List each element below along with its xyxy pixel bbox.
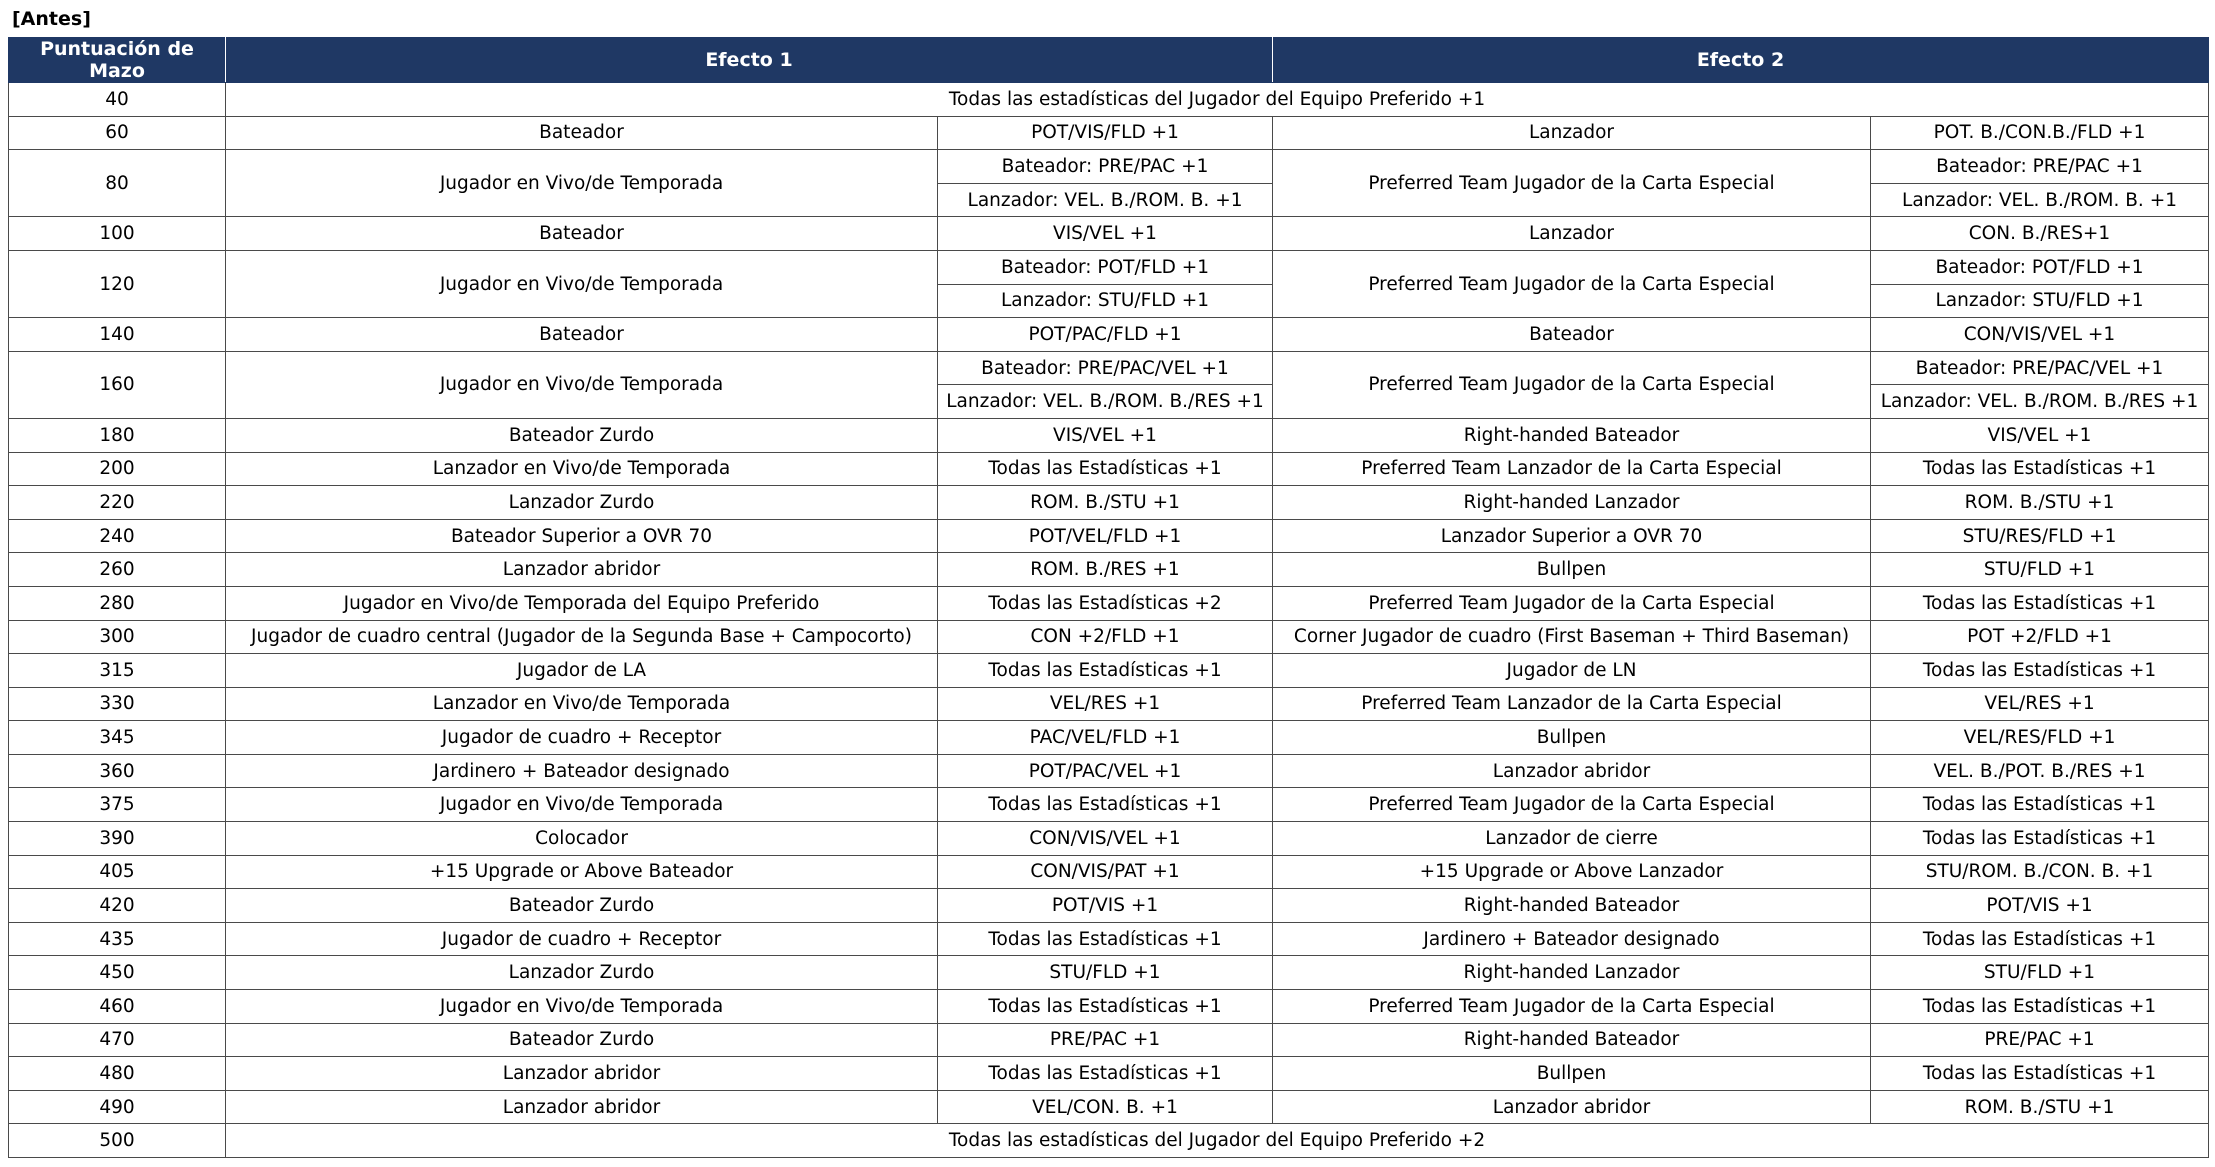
- effect-2-target-cell: Bullpen: [1273, 721, 1871, 755]
- effect-2-stats-cell: ROM. B./STU +1: [1871, 486, 2209, 520]
- effect-2-stats-cell: Todas las Estadísticas +1: [1871, 452, 2209, 486]
- deck-score-cell: 260: [9, 553, 226, 587]
- effect-1-target-cell: Jardinero + Bateador designado: [226, 754, 938, 788]
- table-row: [9, 1124, 2209, 1158]
- deck-score-cell: 375: [9, 788, 226, 822]
- effect-1-target-cell: Jugador de LA: [226, 654, 938, 688]
- deck-score-cell: 220: [9, 486, 226, 520]
- effect-1-target-cell: Jugador en Vivo/de Temporada: [226, 351, 938, 418]
- effect-1-stats-cell: VEL/CON. B. +1: [938, 1090, 1273, 1124]
- table-row: [9, 754, 2209, 788]
- deck-score-cell: 500: [9, 1124, 226, 1158]
- effect-2-stats-cell: Todas las Estadísticas +1: [1871, 788, 2209, 822]
- deck-score-cell: 280: [9, 586, 226, 620]
- effect-1-stats-cell: STU/FLD +1: [938, 956, 1273, 990]
- effect-2-target-cell: +15 Upgrade or Above Lanzador: [1273, 855, 1871, 889]
- deck-score-cell: 490: [9, 1090, 226, 1124]
- effect-1-stats-cell: CON +2/FLD +1: [938, 620, 1273, 654]
- effect-1-stats-cell: CON/VIS/VEL +1: [938, 822, 1273, 856]
- effect-2-target-cell: Lanzador abridor: [1273, 754, 1871, 788]
- effect-2-target-cell: Preferred Team Jugador de la Carta Especial: [1273, 150, 1871, 217]
- effect-1-stats-cell: Todas las Estadísticas +1: [938, 990, 1273, 1024]
- effect-2-stats-cell: Todas las Estadísticas +1: [1871, 1057, 2209, 1091]
- effect-2-stats-cell: Bateador: PRE/PAC/VEL +1: [1871, 351, 2209, 385]
- deck-score-cell: 40: [9, 83, 226, 117]
- effect-2-stats-cell: PRE/PAC +1: [1871, 1023, 2209, 1057]
- effect-2-stats-cell: VEL/RES +1: [1871, 687, 2209, 721]
- effect-2-stats-cell: Bateador: PRE/PAC +1: [1871, 150, 2209, 184]
- effect-2-target-cell: Jugador de LN: [1273, 654, 1871, 688]
- effect-1-stats-cell: VIS/VEL +1: [938, 418, 1273, 452]
- table-row: [9, 418, 2209, 452]
- effect-2-stats-cell: Lanzador: VEL. B./ROM. B. +1: [1871, 183, 2209, 217]
- table-row: [9, 486, 2209, 520]
- effect-2-target-cell: Right-handed Bateador: [1273, 889, 1871, 923]
- effect-1-target-cell: Lanzador abridor: [226, 553, 938, 587]
- effect-2-target-cell: Preferred Team Lanzador de la Carta Especial: [1273, 452, 1871, 486]
- deck-score-cell: 450: [9, 956, 226, 990]
- table-row: [9, 687, 2209, 721]
- effect-1-target-cell: Bateador Zurdo: [226, 418, 938, 452]
- deck-score-cell: 80: [9, 150, 226, 217]
- effect-2-target-cell: Bateador: [1273, 318, 1871, 352]
- effect-1-target-cell: Jugador de cuadro + Receptor: [226, 922, 938, 956]
- effect-2-stats-cell: ROM. B./STU +1: [1871, 1090, 2209, 1124]
- effect-1-stats-cell: PAC/VEL/FLD +1: [938, 721, 1273, 755]
- effect-1-stats-cell: Todas las Estadísticas +2: [938, 586, 1273, 620]
- effect-1-target-cell: Jugador en Vivo/de Temporada: [226, 990, 938, 1024]
- effect-1-stats-cell: Todas las Estadísticas +1: [938, 922, 1273, 956]
- table-row: [9, 788, 2209, 822]
- effect-1-target-cell: Jugador de cuadro central (Jugador de la Segunda Base + Campocorto): [226, 620, 938, 654]
- effect-1-stats-cell: Lanzador: VEL. B./ROM. B./RES +1: [938, 385, 1273, 419]
- effect-1-stats-cell: CON/VIS/PAT +1: [938, 855, 1273, 889]
- effect-2-stats-cell: Lanzador: VEL. B./ROM. B./RES +1: [1871, 385, 2209, 419]
- effect-2-stats-cell: STU/FLD +1: [1871, 956, 2209, 990]
- table-body: [9, 83, 2209, 1158]
- effect-1-target-cell: Jugador en Vivo/de Temporada: [226, 150, 938, 217]
- effect-1-stats-cell: POT/VIS +1: [938, 889, 1273, 923]
- effect-2-stats-cell: VEL. B./POT. B./RES +1: [1871, 754, 2209, 788]
- effect-2-target-cell: Bullpen: [1273, 1057, 1871, 1091]
- deck-score-cell: 460: [9, 990, 226, 1024]
- deck-score-cell: 420: [9, 889, 226, 923]
- deck-score-cell: 470: [9, 1023, 226, 1057]
- effect-2-stats-cell: POT +2/FLD +1: [1871, 620, 2209, 654]
- effect-1-stats-cell: POT/VIS/FLD +1: [938, 116, 1273, 150]
- deck-score-cell: 200: [9, 452, 226, 486]
- full-width-effect-cell: Todas las estadísticas del Jugador del Equipo Preferido +2: [226, 1124, 2209, 1158]
- table-row: [9, 855, 2209, 889]
- deck-score-cell: 360: [9, 754, 226, 788]
- effect-2-stats-cell: Todas las Estadísticas +1: [1871, 654, 2209, 688]
- table-row: [9, 654, 2209, 688]
- effect-2-stats-cell: CON. B./RES+1: [1871, 217, 2209, 251]
- effect-2-target-cell: Preferred Team Jugador de la Carta Especial: [1273, 788, 1871, 822]
- effect-2-stats-cell: Todas las Estadísticas +1: [1871, 922, 2209, 956]
- header-effect-2: Efecto 2: [1273, 38, 2209, 83]
- effect-1-stats-cell: ROM. B./STU +1: [938, 486, 1273, 520]
- effect-1-target-cell: Bateador: [226, 116, 938, 150]
- table-row: [9, 318, 2209, 352]
- table-row: [9, 1023, 2209, 1057]
- deck-score-cell: 100: [9, 217, 226, 251]
- deck-score-cell: 160: [9, 351, 226, 418]
- table-row: [9, 116, 2209, 150]
- effect-1-target-cell: Bateador Zurdo: [226, 889, 938, 923]
- table-row: [9, 822, 2209, 856]
- effect-2-stats-cell: STU/RES/FLD +1: [1871, 519, 2209, 553]
- effect-2-target-cell: Preferred Team Jugador de la Carta Especial: [1273, 351, 1871, 418]
- table-row: [9, 1090, 2209, 1124]
- effect-1-target-cell: Jugador de cuadro + Receptor: [226, 721, 938, 755]
- effect-2-target-cell: Right-handed Lanzador: [1273, 486, 1871, 520]
- deck-score-cell: 300: [9, 620, 226, 654]
- effect-1-stats-cell: Todas las Estadísticas +1: [938, 788, 1273, 822]
- effect-1-stats-cell: VEL/RES +1: [938, 687, 1273, 721]
- effect-2-target-cell: Lanzador abridor: [1273, 1090, 1871, 1124]
- effect-1-stats-cell: PRE/PAC +1: [938, 1023, 1273, 1057]
- effect-1-target-cell: Bateador Superior a OVR 70: [226, 519, 938, 553]
- effect-2-target-cell: Jardinero + Bateador designado: [1273, 922, 1871, 956]
- effect-1-target-cell: Bateador Zurdo: [226, 1023, 938, 1057]
- effect-1-target-cell: Bateador: [226, 217, 938, 251]
- effect-2-target-cell: Corner Jugador de cuadro (First Baseman + Third Baseman): [1273, 620, 1871, 654]
- effect-1-stats-cell: ROM. B./RES +1: [938, 553, 1273, 587]
- deck-score-cell: 120: [9, 250, 226, 317]
- effect-1-stats-cell: VIS/VEL +1: [938, 217, 1273, 251]
- deck-score-cell: 405: [9, 855, 226, 889]
- effect-1-target-cell: Jugador en Vivo/de Temporada: [226, 250, 938, 317]
- deck-score-cell: 180: [9, 418, 226, 452]
- effect-2-target-cell: Preferred Team Jugador de la Carta Especial: [1273, 250, 1871, 317]
- table-row: [9, 586, 2209, 620]
- table-header-row: [9, 38, 2209, 83]
- effect-2-target-cell: Bullpen: [1273, 553, 1871, 587]
- deck-score-cell: 480: [9, 1057, 226, 1091]
- table-row: [9, 217, 2209, 251]
- deck-score-cell: 315: [9, 654, 226, 688]
- effect-2-stats-cell: Bateador: POT/FLD +1: [1871, 250, 2209, 284]
- effect-2-target-cell: Right-handed Lanzador: [1273, 956, 1871, 990]
- effect-2-stats-cell: Todas las Estadísticas +1: [1871, 822, 2209, 856]
- effect-1-target-cell: Lanzador abridor: [226, 1057, 938, 1091]
- header-deck-score: Puntuación de Mazo: [9, 38, 226, 83]
- effect-2-target-cell: Lanzador Superior a OVR 70: [1273, 519, 1871, 553]
- table-row: [9, 1057, 2209, 1091]
- header-effect-1: Efecto 1: [226, 38, 1273, 83]
- table-row: [9, 351, 2209, 385]
- effect-2-target-cell: Lanzador: [1273, 217, 1871, 251]
- effect-1-stats-cell: Bateador: PRE/PAC/VEL +1: [938, 351, 1273, 385]
- table-row: [9, 553, 2209, 587]
- effect-2-target-cell: Preferred Team Jugador de la Carta Especial: [1273, 990, 1871, 1024]
- effect-1-stats-cell: Lanzador: STU/FLD +1: [938, 284, 1273, 318]
- effect-1-stats-cell: Todas las Estadísticas +1: [938, 1057, 1273, 1091]
- effect-1-target-cell: Lanzador Zurdo: [226, 486, 938, 520]
- effect-1-stats-cell: Todas las Estadísticas +1: [938, 654, 1273, 688]
- effect-1-stats-cell: POT/PAC/FLD +1: [938, 318, 1273, 352]
- effect-1-stats-cell: POT/VEL/FLD +1: [938, 519, 1273, 553]
- effect-1-target-cell: Lanzador en Vivo/de Temporada: [226, 452, 938, 486]
- effect-2-target-cell: Lanzador: [1273, 116, 1871, 150]
- effect-1-stats-cell: POT/PAC/VEL +1: [938, 754, 1273, 788]
- effect-1-stats-cell: Lanzador: VEL. B./ROM. B. +1: [938, 183, 1273, 217]
- effect-1-stats-cell: Todas las Estadísticas +1: [938, 452, 1273, 486]
- effect-2-target-cell: Preferred Team Jugador de la Carta Especial: [1273, 586, 1871, 620]
- effect-2-target-cell: Lanzador de cierre: [1273, 822, 1871, 856]
- effect-2-stats-cell: Todas las Estadísticas +1: [1871, 990, 2209, 1024]
- effect-2-stats-cell: VIS/VEL +1: [1871, 418, 2209, 452]
- effect-2-target-cell: Right-handed Bateador: [1273, 1023, 1871, 1057]
- effect-2-stats-cell: CON/VIS/VEL +1: [1871, 318, 2209, 352]
- effect-2-stats-cell: Todas las Estadísticas +1: [1871, 586, 2209, 620]
- deck-score-cell: 60: [9, 116, 226, 150]
- table-row: [9, 519, 2209, 553]
- table-row: [9, 990, 2209, 1024]
- deck-score-table: [8, 37, 2209, 1158]
- table-row: [9, 250, 2209, 284]
- full-width-effect-cell: Todas las estadísticas del Jugador del Equipo Preferido +1: [226, 83, 2209, 117]
- effect-2-stats-cell: VEL/RES/FLD +1: [1871, 721, 2209, 755]
- effect-1-target-cell: Bateador: [226, 318, 938, 352]
- table-row: [9, 956, 2209, 990]
- effect-2-stats-cell: POT/VIS +1: [1871, 889, 2209, 923]
- effect-1-target-cell: Colocador: [226, 822, 938, 856]
- effect-1-target-cell: Lanzador abridor: [226, 1090, 938, 1124]
- effect-2-target-cell: Preferred Team Lanzador de la Carta Especial: [1273, 687, 1871, 721]
- effect-2-stats-cell: STU/ROM. B./CON. B. +1: [1871, 855, 2209, 889]
- deck-score-cell: 435: [9, 922, 226, 956]
- table-row: [9, 922, 2209, 956]
- table-row: [9, 889, 2209, 923]
- effect-2-stats-cell: Lanzador: STU/FLD +1: [1871, 284, 2209, 318]
- table-row: [9, 452, 2209, 486]
- deck-score-cell: 240: [9, 519, 226, 553]
- effect-2-target-cell: Right-handed Bateador: [1273, 418, 1871, 452]
- section-caption: [Antes]: [12, 8, 91, 30]
- effect-2-stats-cell: STU/FLD +1: [1871, 553, 2209, 587]
- effect-2-stats-cell: POT. B./CON.B./FLD +1: [1871, 116, 2209, 150]
- effect-1-stats-cell: Bateador: PRE/PAC +1: [938, 150, 1273, 184]
- deck-score-cell: 345: [9, 721, 226, 755]
- effect-1-stats-cell: Bateador: POT/FLD +1: [938, 250, 1273, 284]
- table-row: [9, 83, 2209, 117]
- deck-score-cell: 330: [9, 687, 226, 721]
- table-row: [9, 620, 2209, 654]
- effect-1-target-cell: Lanzador Zurdo: [226, 956, 938, 990]
- deck-score-cell: 390: [9, 822, 226, 856]
- table-row: [9, 721, 2209, 755]
- table-row: [9, 150, 2209, 184]
- effect-1-target-cell: Jugador en Vivo/de Temporada: [226, 788, 938, 822]
- deck-score-cell: 140: [9, 318, 226, 352]
- effect-1-target-cell: Jugador en Vivo/de Temporada del Equipo Preferido: [226, 586, 938, 620]
- effect-1-target-cell: Lanzador en Vivo/de Temporada: [226, 687, 938, 721]
- effect-1-target-cell: +15 Upgrade or Above Bateador: [226, 855, 938, 889]
